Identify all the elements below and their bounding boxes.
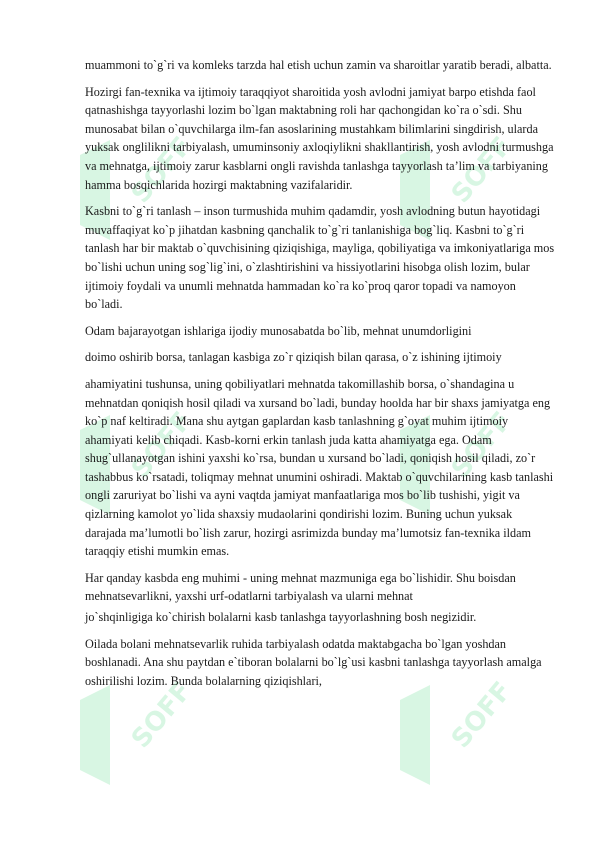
svg-text:SOFF: SOFF <box>125 131 198 210</box>
svg-text:SOFF: SOFF <box>125 676 198 755</box>
paragraph-8: jo`shqinligiga ko`chirish bolalarni kasb tanlashga tayyorlashning bosh negizidir. <box>85 610 477 625</box>
paragraph-4: Odam bajarayotgan ishlariga ijodiy munosabatda bo`lib, mehnat unumdorligini <box>85 323 472 338</box>
paragraph-9: Oilada bolani mehnatsevarlik ruhida tarbiyalash odatda maktabgacha bo`lgan yoshdan boshlanadi. Ana shu paytdan e`tiboran bolalarni bo`lg`usi kasbni tanlashga tayyorlash amalga oshirilishi lozim. Bunda bolalarning qiziqishlari, <box>85 636 542 688</box>
document-body <box>85 56 555 698</box>
paragraph-7: Har qanday kasbda eng muhimi - uning mehnat mazmuniga ega bo`lishidir. Shu boisdan mehnatsevarlikni, yaxshi urf-odatlarni tarbiyalash va ularni mehnat <box>85 570 516 604</box>
paragraph-1: muammoni to`g`ri va komleks tarzda hal etish uchun zamin va sharoitlar yaratib beradi, albatta. <box>85 58 552 72</box>
paragraph-3: Kasbni to`g`ri tanlash – inson turmushida muhim qadamdir, yosh avlodning butun hayotidagi muvaffaqiyat ko`p jihatdan kasbning qanchalik to`g`ri tanlanishiga bog`liq. Kasbni to`g`ri tanlash har bir maktab o`quvchisining qiziqishiga, mayliga, qobiliyatiga va imkoniyatlariga mos bo`lishi uchun uning sog`lig`ini, o`zlashtirishini va hissiyotlarini hisobga olish lozim, bular ijtimoiy foydali va unumli mehnatda hammadan ko`ra ko`proq qaror topadi va namoyon bo`ladi. <box>85 204 555 312</box>
svg-text:SOFF: SOFF <box>445 406 518 485</box>
svg-text:SOFF: SOFF <box>125 406 198 485</box>
paragraph-2: Hozirgi fan-texnika va ijtimoiy taraqqiyot sharoitida yosh avlodni jamiyat barpo etishda faol qatnashishga tayyorlashi lozim bo`lgan maktabning roli har qachongidan ko`ra o`sdi. Shu munosabat bilan o`quvchilarga ilm-fan asoslarining mustahkam bilimlarini singdirish, ularda yuksak onglilikni tarbiyalash, umuminsoniy axloqiylikni shakllantirish, yosh avlodni turmushga va mehnatga, ijtimoiy zarur kasblarni ongli ravishda tanlashga tayyorlash ta’lim va tarbiyaning hamma bosqichlarida hozirgi maktabning vazifalaridir. <box>85 84 554 192</box>
svg-text:SOFF: SOFF <box>445 131 518 210</box>
paragraph-6: ahamiyatini tushunsa, uning qobiliyatlari mehnatda takomillashib borsa, o`shandagina u mehnatdan qoniqish hosil qiladi va xursand bo`ladi, bunday hoolda har bir shaxs jamiyatga eng ko`p naf keltiradi. Mana shu aytgan gaplardan kasb tanlashning g`oyat muhim ijtimoiy ahamiyati kelib chiqadi. Kasb-korni erkin tanlash juda katta ahamiyatga ega. Odam shug`ullanayotgan ishini yaxshi ko`rsa, bundan u xursand bo`ladi, qoniqish hosil qiladi, zo`r tashabbus ko`rsatadi, toliqmay mehnat unumini oshiradi. Maktab o`quvchilarining kasb tanlashi ongli zaruriyat bo`lishi va ayni vaqtda jamiyat manfaatlariga mos bo`lib tushishi, yigit va qizlarning kamolot yo`lida shaxsiy mudaolarini qondirishi lozim. Buning uchun yuksak darajada ma’lumotli bo`lish zarur, hozirgi asrimizda bunday ma’lumotsiz fan-texnika ildam taraqqiy etishi mumkin emas. <box>85 376 554 559</box>
paragraph-5: doimo oshirib borsa, tanlagan kasbiga zo`r qiziqish bilan qarasa, o`z ishining ijtimoiy <box>85 350 502 365</box>
svg-text:SOFF: SOFF <box>445 676 518 755</box>
